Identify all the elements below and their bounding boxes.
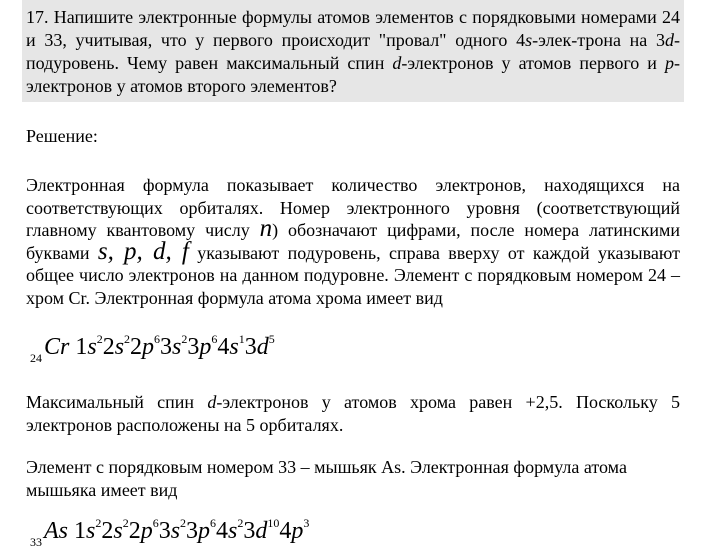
orbital-term: $2s^2$ [101, 516, 129, 544]
problem-statement [22, 0, 684, 102]
problem-text: -электронов у атомов первого и [401, 53, 665, 73]
orbital-term: $2p^6$ [130, 332, 161, 360]
explanation-paragraph [26, 174, 680, 309]
arsenic-electron-formula [30, 516, 310, 549]
arsenic-paragraph: Элемент с порядковым номером 33 – мышьяк As. Электронная формула атома мышьяка имеет вид [26, 457, 627, 500]
orbital-term: $3p^6$ [186, 516, 217, 544]
orbital-term: $3s^2$ [158, 516, 187, 544]
paragraph-text: Максимальный спин [26, 392, 208, 412]
problem-text: s [525, 30, 533, 50]
element-symbol: As [44, 518, 68, 544]
orbital-term: $2p^6$ [128, 516, 159, 544]
orbital-term: $3p^6$ [187, 332, 218, 360]
orbital-term: $4p^3$ [279, 516, 310, 544]
orbital-term: $4s^2$ [216, 516, 244, 544]
orbital-term: $4s^1$ [217, 332, 245, 360]
problem-text: -элек-трона на 3 [532, 30, 665, 50]
orbital-term: $2s^2$ [102, 332, 131, 360]
problem-text: p [665, 53, 674, 73]
sublevel-letters: s, p, d, f [97, 237, 189, 265]
orbital-term: $3d^5$ [244, 332, 275, 360]
orbital-term: $1s^2$ [75, 332, 103, 360]
orbital-term: $1s^2$ [74, 516, 102, 544]
document-page [26, 0, 681, 549]
paragraph-text: d [207, 392, 217, 412]
problem-text: d [665, 30, 674, 50]
element-symbol: Cr [44, 334, 70, 360]
paragraph-text: Электронная формула показывает количество электронов, находящихся на соответствующих орбиталях. Номер электронного уровня (соответствующий главному квантовому числу [26, 175, 680, 240]
problem-text: -электронов у атомов второго элементов? [26, 53, 680, 96]
spin-paragraph [26, 391, 680, 437]
paragraph-text: ) обозначают цифрами, после номера латинскими буквами [26, 220, 681, 263]
problem-text: d [392, 53, 402, 73]
solution-heading: Решение: [26, 126, 98, 146]
atomic-number: 24 [30, 351, 42, 365]
orbital-term: $3s^2$ [160, 332, 188, 360]
quantum-number-symbol: n [259, 215, 273, 242]
atomic-number: 33 [30, 535, 42, 549]
problem-text: -подуровень. Чему равен максимальный спин [26, 30, 680, 73]
orbital-term: $3d^{10}$ [243, 516, 280, 544]
chromium-electron-formula [30, 332, 275, 365]
paragraph-text: указывают подуровень, справа вверху от каждой указывают общее число электронов на данном подуровне. Элемент с порядковым номером 24 – хром Cr. Электронная формула атома хрома имеет вид [26, 242, 680, 308]
paragraph-text: -электронов у атомов хрома равен +2,5. Поскольку 5 электронов расположены на 5 орбиталях. [26, 392, 680, 435]
problem-text: 17. Напишите электронные формулы атомов элементов с порядковыми номерами 24 и 33, учитывая, что у первого происходит "провал" одного 4 [26, 7, 680, 50]
